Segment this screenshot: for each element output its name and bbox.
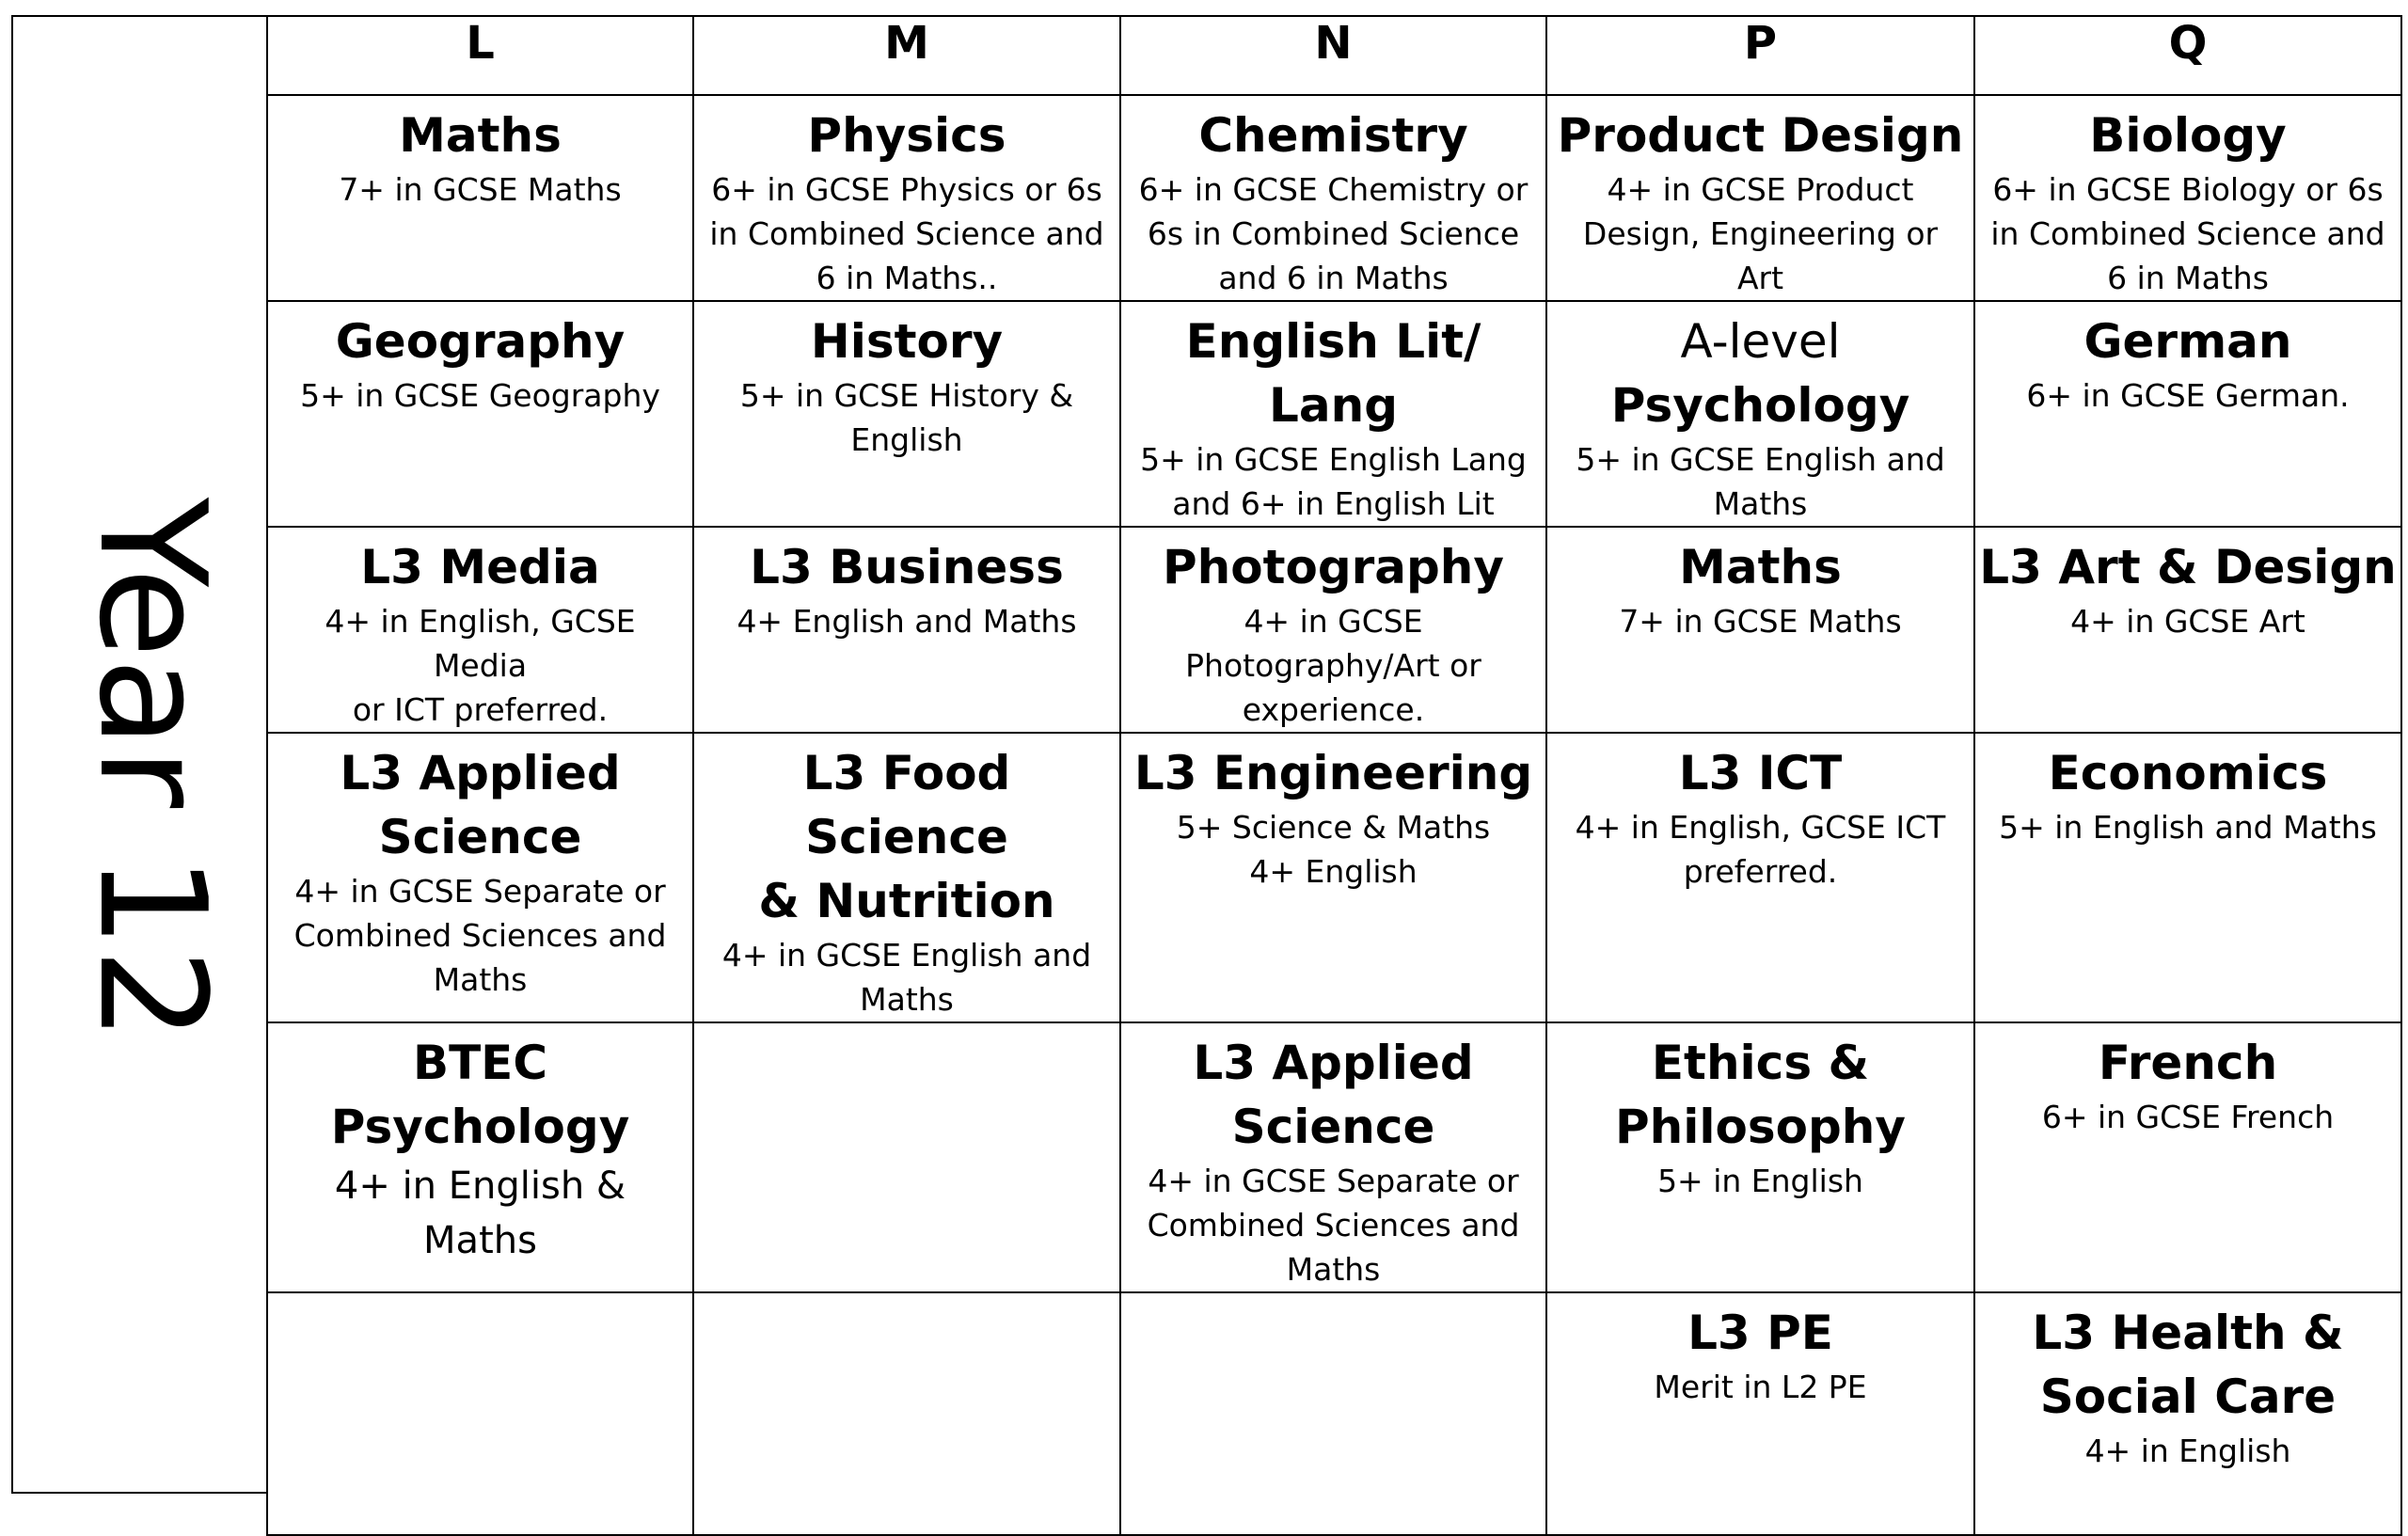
subject-cell	[267, 301, 693, 527]
requirement-line: Maths	[1713, 485, 1808, 522]
empty-cell	[1120, 1292, 1546, 1535]
subject-cell	[1546, 733, 1974, 1022]
table-row	[267, 1292, 2401, 1535]
table-row	[267, 95, 2401, 301]
subject-title: Geography	[335, 314, 626, 369]
subject-cell	[693, 301, 1120, 527]
subject-cell	[1546, 301, 1974, 527]
subject-title: L3 Media	[360, 540, 600, 594]
subject-cell	[1546, 95, 1974, 301]
requirement-line: Maths	[423, 1219, 537, 1262]
subject-title: Ethics &	[1651, 1036, 1870, 1090]
subject-title: & Nutrition	[758, 874, 1055, 928]
subject-cell	[693, 733, 1120, 1022]
requirement-line: 4+ in English, GCSE ICT	[1575, 809, 1946, 846]
requirement-line: Maths	[860, 981, 954, 1018]
requirement-line: in Combined Science and	[709, 215, 1104, 252]
requirement-line: Photography/Art or	[1185, 647, 1481, 684]
requirement-line: 5+ in GCSE English Lang	[1140, 441, 1527, 478]
requirement-line: 7+ in GCSE Maths	[339, 171, 622, 208]
subject-title: L3 Food Science	[802, 746, 1011, 864]
requirement-line: 4+ in English, GCSE Media	[325, 603, 636, 684]
column-header-n: N	[1120, 16, 1546, 95]
subject-title: L3 Applied	[1193, 1036, 1474, 1090]
subject-title: Photography	[1162, 540, 1504, 594]
subject-cell	[1974, 1292, 2401, 1535]
subject-title: Science	[378, 810, 582, 864]
subject-cell	[1974, 1022, 2401, 1292]
subject-title: L3 Art & Design	[1979, 540, 2397, 594]
requirement-line: 4+ in GCSE Separate or	[294, 873, 666, 910]
column-header-m: M	[693, 16, 1120, 95]
subject-cell	[1120, 1022, 1546, 1292]
requirement-line: 4+ in GCSE Art	[2070, 603, 2305, 640]
requirement-line: 4+ in GCSE Separate or	[1148, 1163, 1519, 1199]
subject-title: Social Care	[2039, 1370, 2337, 1424]
subject-title: French	[2098, 1036, 2278, 1090]
table-row	[267, 527, 2401, 733]
requirement-line: 5+ Science & Maths	[1176, 809, 1491, 846]
subject-title: Maths	[399, 108, 562, 163]
requirement-line: 5+ in GCSE Geography	[300, 377, 660, 414]
subject-prefix: A-level	[1680, 314, 1841, 369]
requirement-line: 6+ in GCSE German.	[2026, 377, 2350, 414]
requirement-line: 5+ in English	[1657, 1163, 1863, 1199]
requirement-line: 4+ in GCSE Product	[1607, 171, 1914, 208]
requirement-line: 6+ in GCSE Biology or 6s	[1992, 171, 2384, 208]
requirement-line: 4+ in GCSE English and	[721, 937, 1092, 974]
requirement-line: Art	[1736, 260, 1784, 296]
requirement-line: or ICT preferred.	[352, 691, 609, 728]
header-row	[267, 16, 2401, 95]
subject-cell	[1546, 1292, 1974, 1535]
requirement-line: 4+ English and Maths	[737, 603, 1077, 640]
requirement-line: Combined Sciences and	[1147, 1207, 1520, 1243]
subject-cell	[693, 527, 1120, 733]
requirement-line: Merit in L2 PE	[1654, 1369, 1867, 1405]
subject-cell	[267, 527, 693, 733]
subject-title: L3 Health &	[2032, 1306, 2344, 1360]
requirement-line: 5+ in GCSE History &	[739, 377, 1074, 414]
subject-cell	[1974, 733, 2401, 1022]
subject-cell	[1120, 733, 1546, 1022]
requirement-line: 5+ in English and Maths	[1999, 809, 2377, 846]
empty-cell	[267, 1292, 693, 1535]
subject-cell	[1974, 301, 2401, 527]
table-row	[267, 733, 2401, 1022]
subject-title: BTEC Psychology	[330, 1036, 630, 1154]
requirement-line: preferred.	[1683, 853, 1838, 890]
subject-title: L3 Applied	[340, 746, 621, 800]
subject-title: Philosophy	[1615, 1100, 1906, 1154]
subject-title: Product Design	[1557, 108, 1964, 163]
requirement-line: 7+ in GCSE Maths	[1619, 603, 1902, 640]
subject-title: Psychology	[1610, 378, 1910, 433]
subject-title: L3 Business	[750, 540, 1064, 594]
requirement-line: 6s in Combined Science	[1147, 215, 1520, 252]
subject-cell	[1120, 301, 1546, 527]
subject-title: Maths	[1679, 540, 1842, 594]
empty-cell	[693, 1292, 1120, 1535]
requirement-line: experience.	[1242, 691, 1425, 728]
subject-cell	[693, 95, 1120, 301]
requirement-line: 6+ in GCSE Chemistry or	[1138, 171, 1529, 208]
subject-title: Economics	[2048, 746, 2328, 800]
subject-cell	[1974, 95, 2401, 301]
subject-cell	[1120, 527, 1546, 733]
column-header-l: L	[267, 16, 693, 95]
subject-title: Biology	[2089, 108, 2287, 163]
subject-title: L3 Engineering	[1133, 746, 1533, 800]
requirement-line: 4+ in English &	[334, 1164, 626, 1208]
subject-title: Physics	[807, 108, 1006, 163]
requirement-line: 6 in Maths..	[816, 260, 998, 296]
subject-cell	[1546, 1022, 1974, 1292]
subject-cell	[267, 1022, 693, 1292]
requirement-line: English	[850, 421, 963, 458]
options-grid	[266, 15, 2402, 1536]
requirement-line: and 6+ in English Lit	[1172, 485, 1495, 522]
subject-cell	[1120, 95, 1546, 301]
requirement-line: Combined Sciences and	[293, 917, 667, 954]
subject-title: Chemistry	[1198, 108, 1468, 163]
requirement-line: and 6 in Maths	[1218, 260, 1449, 296]
column-header-q: Q	[1974, 16, 2401, 95]
requirement-line: 5+ in GCSE English and	[1576, 441, 1945, 478]
requirement-line: 4+ in English	[2084, 1433, 2291, 1469]
requirement-line: 4+ English	[1249, 853, 1418, 890]
empty-cell	[693, 1022, 1120, 1292]
requirement-line: 6 in Maths	[2107, 260, 2269, 296]
subject-title: History	[810, 314, 1004, 369]
requirement-line: 6+ in GCSE Physics or 6s	[711, 171, 1102, 208]
subject-title: English Lit/ Lang	[1185, 314, 1481, 433]
column-header-p: P	[1546, 16, 1974, 95]
subject-title: L3 ICT	[1678, 746, 1843, 800]
requirement-line: 6+ in GCSE French	[2041, 1099, 2335, 1135]
table-row	[267, 1022, 2401, 1292]
year-label: Year 12	[67, 497, 238, 1042]
year-label-cell	[11, 15, 266, 1494]
subject-cell	[1974, 527, 2401, 733]
subject-cell	[267, 95, 693, 301]
table-row	[267, 301, 2401, 527]
requirement-line: 4+ in GCSE	[1244, 603, 1423, 640]
subject-title: L3 PE	[1687, 1306, 1833, 1360]
requirement-line: Maths	[1286, 1251, 1381, 1288]
subject-cell	[1546, 527, 1974, 733]
requirement-line: in Combined Science and	[1990, 215, 2385, 252]
requirement-line: Maths	[433, 961, 528, 998]
requirement-line: Design, Engineering or	[1582, 215, 1939, 252]
subject-title: Science	[1231, 1100, 1435, 1154]
subject-title: German	[2083, 314, 2292, 369]
subject-cell	[267, 733, 693, 1022]
